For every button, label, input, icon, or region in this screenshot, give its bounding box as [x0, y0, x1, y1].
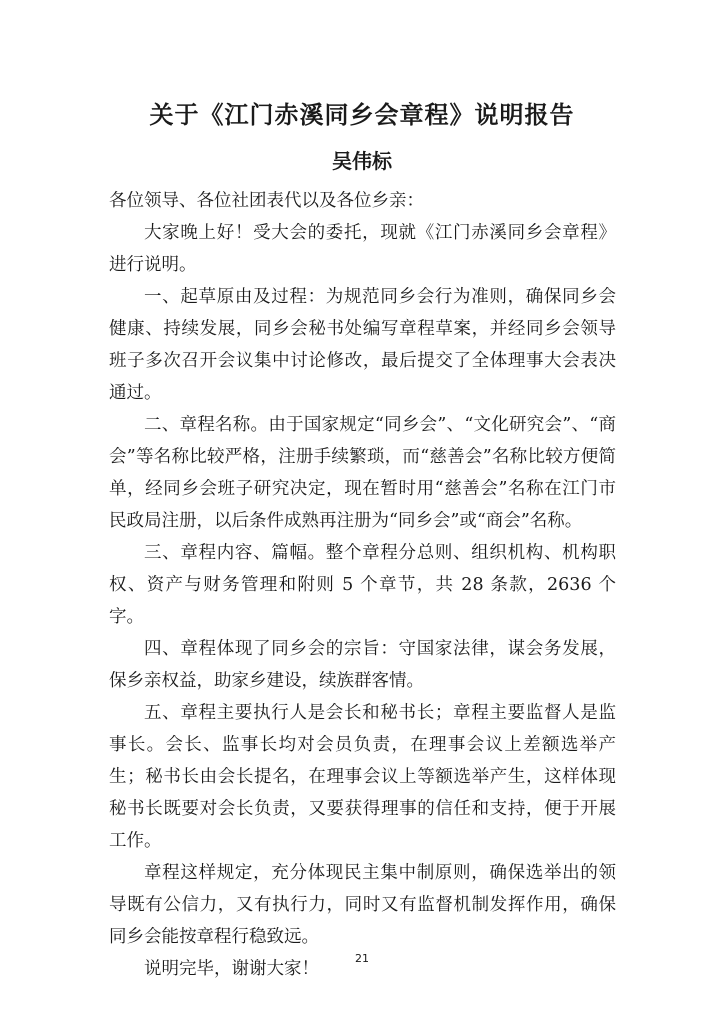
paragraph-opening: 大家晚上好！受大会的委托，现就《江门赤溪同乡会章程》进行说明。: [109, 223, 616, 275]
paragraph-closing: 说明完毕，谢谢大家！: [144, 959, 319, 979]
page-title: 关于《江门赤溪同乡会章程》说明报告: [149, 100, 575, 129]
paragraph-purpose: 四、章程体现了同乡会的宗旨：守国家法律，谋会务发展，保乡亲权益，助家乡建设，续族群客情。: [109, 639, 616, 691]
page-number: 21: [355, 952, 369, 965]
paragraph-executives: 五、章程主要执行人是会长和秘书长；章程主要监督人是监事长。会长、监事长均对会员负责，在理事会议上差额选举产生；秘书长由会长提名，在理事会议上等额选举产生，这样体现秘书长既要对会长负责，又要获得理事的信任和支持，便于开展工作。: [109, 703, 616, 851]
paragraph-name: 二、章程名称。由于国家规定“同乡会”、“文化研究会”、“商会”等名称比较严格，注册手续繁琐，而“慈善会”名称比较方便简单，经同乡会班子研究决定，现在暂时用“慈善会”名称在江门市民政局注册，以后条件成熟再注册为“同乡会”或“商会”名称。: [109, 415, 616, 531]
paragraph-content: 三、章程内容、篇幅。整个章程分总则、组织机构、机构职权、资产与财务管理和附则 5 个章节，共 28 条款，2636 个字。: [109, 543, 616, 627]
paragraph-principle: 章程这样规定，充分体现民主集中制原则，确保选举出的领导既有公信力，又有执行力，同时又有监督机制发挥作用，确保同乡会能按章程行稳致远。: [109, 863, 616, 947]
author-name: 吴伟标: [332, 149, 392, 173]
paragraph-drafting: 一、起草原由及过程：为规范同乡会行为准则，确保同乡会健康、持续发展，同乡会秘书处编写章程草案，并经同乡会领导班子多次召开会议集中讨论修改，最后提交了全体理事大会表决通过。: [109, 287, 616, 403]
greeting-line: 各位领导、各位社团表代以及各位乡亲：: [109, 191, 424, 211]
document-body: [109, 185, 616, 985]
